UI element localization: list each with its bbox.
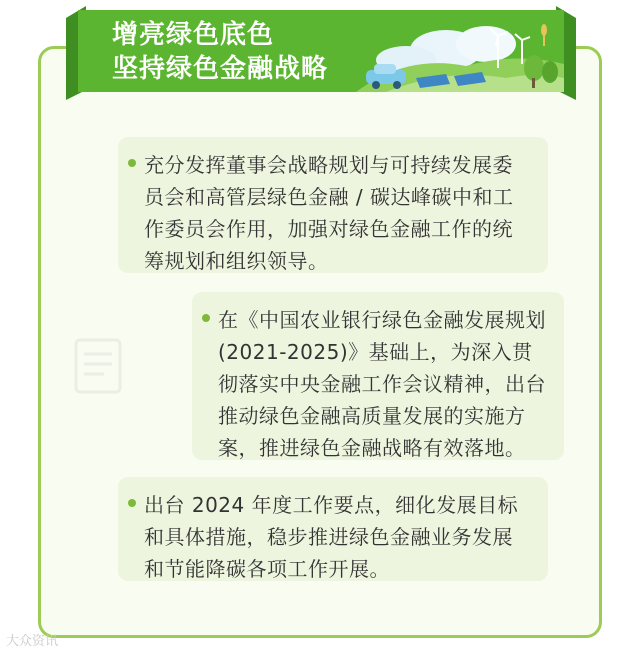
list-item <box>118 137 548 273</box>
title-banner <box>66 6 576 100</box>
bullet-text: 在《中国农业银行绿色金融发展规划(2021-2025)》基础上，为深入贯彻落实中央金融工作会议精神，出台推动绿色金融高质量发展的实施方案，推进绿色金融战略有效落地。 <box>218 308 546 460</box>
bullet-dot-icon <box>128 499 136 507</box>
list-item <box>118 477 548 581</box>
bullet-text: 出台 2024 年度工作要点，细化发展目标和具体措施，稳步推进绿色金融业务发展和节能降碳各项工作开展。 <box>144 493 519 581</box>
banner-title-line1: 增亮绿色底色 <box>112 20 275 50</box>
list-item <box>192 292 564 460</box>
watermark: 大众资讯 <box>6 634 59 649</box>
bullet-text: 充分发挥董事会战略规划与可持续发展委员会和高管层绿色金融 / 碳达峰碳中和工作委员会作用，加强对绿色金融工作的统筹规划和组织领导。 <box>144 153 514 273</box>
banner-title-line2: 坚持绿色金融战略 <box>112 54 329 84</box>
bullet-dot-icon <box>202 314 210 322</box>
bullet-dot-icon <box>128 159 136 167</box>
faint-document-icon <box>72 334 130 396</box>
banner-title <box>112 18 328 86</box>
